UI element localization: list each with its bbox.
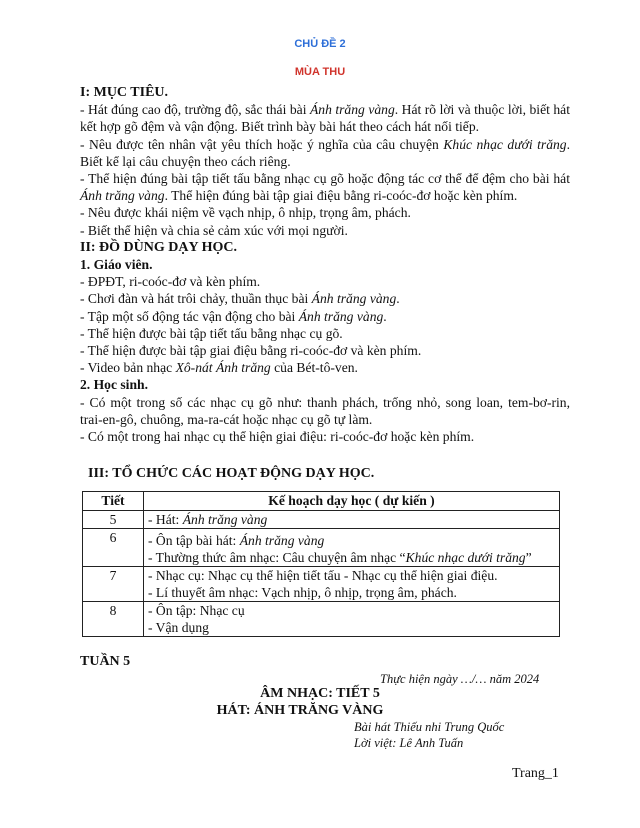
text-span: - Thể hiện đúng bài tập tiết tấu bằng nhạc cụ gõ hoặc động tác cơ thể để đệm cho bài hát [80,171,570,187]
plan-cell [144,567,560,602]
text-span: - Hát đúng cao độ, trường độ, sắc thái bài [80,102,310,118]
table-row [83,567,560,602]
theme-heading: MÙA THU [294,66,346,78]
italic-title: Ánh trăng vàng [298,308,384,324]
student-heading: 2. Học sinh. [80,377,148,393]
text-line [80,101,570,135]
period-cell: 6 [83,529,144,567]
text-span: . Hát rõ lời và thuộc lời, biết hát kết hợp gõ đệm và vận động. Biết trình bày bài hát theo cách hát nối tiếp. [80,102,570,135]
text-line [80,325,570,342]
document-body [80,84,570,445]
text-span: - Thể hiện được bài tập giai điệu bằng ri-coóc-đơ và kèn phím. [80,343,422,359]
student-item: - Có một trong số các nhạc cụ gõ như: thanh phách, trống nhỏ, song loan, tem-bơ-rin, trai-en-gô, chuông, ma-ra-cát hoặc nhạc cụ gõ tự làm. [80,394,570,427]
plan-cell [144,529,560,567]
text-span: - Video bản nhạc [80,360,176,376]
period-cell: 8 [83,602,144,637]
text-span: . Biết kể lại câu chuyện theo cách riêng. [80,136,571,169]
text-line [148,567,555,584]
song-origin: Bài hát Thiếu nhi Trung Quốc [354,720,505,734]
text-span: - Biết thể hiện và chia sẻ cảm xúc với mọi người. [80,222,348,238]
table-header-plan: Kế hoạch dạy học ( dự kiến ) [144,492,560,511]
table-row [83,602,560,637]
text-span: - Chơi đàn và hát trôi chảy, thuần thục bài [80,291,312,307]
lesson-title: ÂM NHẠC: TIẾT 5 [260,686,380,701]
italic-title: Ánh trăng vàng [80,188,165,204]
text-line [80,136,570,170]
text-span: - Nêu được khái niệm về vạch nhịp, ô nhịp, trọng âm, phách. [80,205,411,221]
page-number: Trang_1 [512,766,559,781]
italic-title: Ánh trăng vàng [239,533,325,548]
text-span: - Tập một số động tác vận động cho bài [80,308,299,324]
text-span: - Thường thức âm nhạc: Câu chuyện âm nhạc “ [148,550,406,565]
table-row [83,511,560,529]
period-cell: 7 [83,567,144,602]
text-line [148,602,555,619]
text-span: - ĐPĐT, ri-coóc-đơ và kèn phím. [80,274,261,290]
teacher-items [80,273,570,376]
table-header-period: Tiết [83,492,144,511]
text-line [80,359,570,376]
italic-title: Ánh trăng vàng [182,512,268,527]
week-label: TUẦN 5 [80,654,131,669]
italic-title: Ánh trăng vàng [311,291,397,307]
text-span: - Ôn tập: Nhạc cụ [148,603,245,618]
table-row [83,529,560,567]
text-span: của Bét-tô-ven. [270,360,358,376]
text-span: . [383,308,387,324]
text-span: - Hát: [148,512,183,527]
italic-title: Ánh trăng vàng [309,102,395,118]
text-line [148,511,555,528]
italic-title: Khúc nhạc dưới trăng [443,136,567,152]
text-line [80,342,570,359]
text-line [148,584,555,601]
text-line [80,204,570,221]
section-1-items [80,101,570,239]
section-2-title: II: ĐỒ DÙNG DẠY HỌC. [80,239,237,255]
italic-title: Xô-nát Ánh trăng [175,360,271,376]
italic-title: Khúc nhạc dưới trăng [405,550,526,565]
lyrics-credit: Lời việt: Lê Anh Tuấn [354,736,464,750]
text-line [148,532,555,549]
text-line [148,619,555,636]
lesson-plan-table [82,491,560,637]
text-line [148,549,555,566]
text-span: . [396,291,400,307]
chapter-heading: CHỦ ĐỀ 2 [294,38,346,50]
text-line [80,273,570,290]
text-span: - Nêu được tên nhân vật yêu thích hoặc ý nghĩa của câu chuyện [80,136,444,152]
text-span: - Ôn tập bài hát: [148,533,240,548]
song-title: HÁT: ÁNH TRĂNG VÀNG [216,703,384,718]
plan-cell [144,602,560,637]
student-item: - Có một trong hai nhạc cụ thể hiện giai điệu: ri-coóc-đơ hoặc kèn phím. [80,429,475,445]
section-1-title: I: MỤC TIÊU. [80,85,169,100]
text-line [80,308,570,325]
text-line [80,222,570,239]
text-span: . Thể hiện đúng bài tập giai điệu bằng ri-coóc-đơ hoặc kèn phím. [164,188,518,204]
table-header-row [83,492,560,511]
student-items [80,394,570,446]
text-line [80,290,570,307]
date-line: Thực hiện ngày …/… năm 2024 [380,672,540,686]
text-span: - Thể hiện được bài tập tiết tấu bằng nhạc cụ gõ. [80,325,343,341]
text-span: - Lí thuyết âm nhạc: Vạch nhịp, ô nhịp, trọng âm, phách. [148,585,457,600]
plan-cell [144,511,560,529]
table-body [83,511,560,637]
period-cell: 5 [83,511,144,529]
text-span: - Vận dụng [148,620,209,635]
section-3-title: III: TỔ CHỨC CÁC HOẠT ĐỘNG DẠY HỌC. [88,466,375,481]
text-span: ” [525,550,532,565]
text-line [80,170,570,204]
teacher-heading: 1. Giáo viên. [80,257,153,273]
text-span: - Nhạc cụ: Nhạc cụ thể hiện tiết tấu - Nhạc cụ thể hiện giai điệu. [148,568,498,583]
